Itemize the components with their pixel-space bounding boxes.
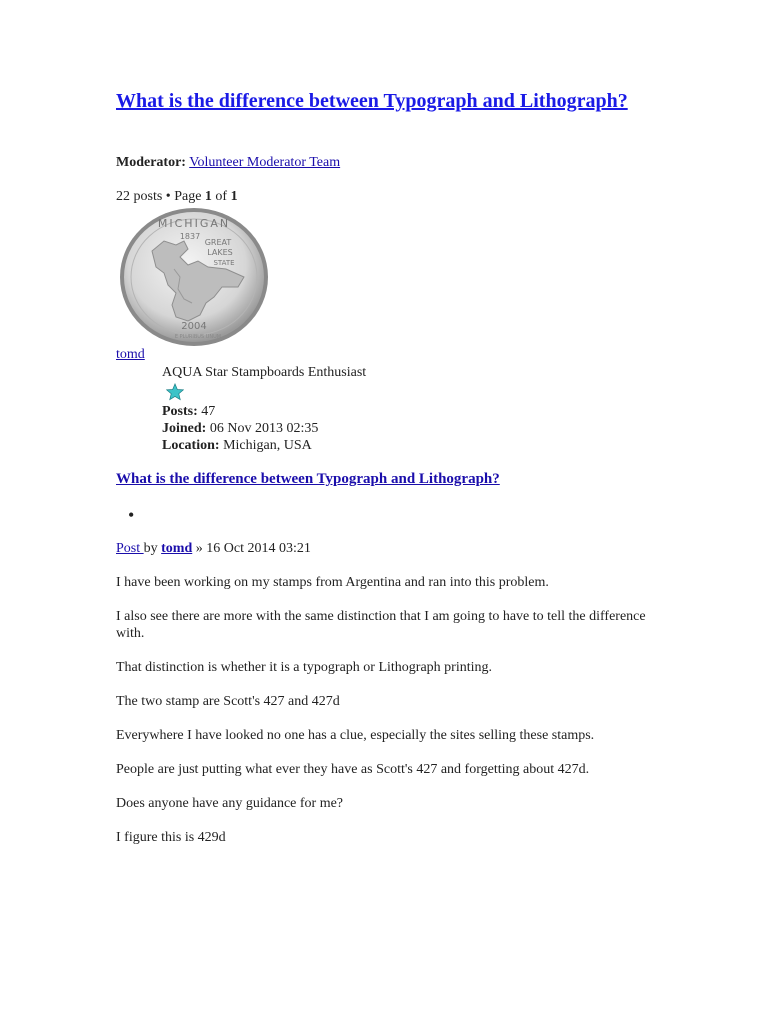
post-date: 16 Oct 2014 03:21: [206, 541, 311, 556]
page-label: Page: [174, 189, 205, 204]
post-paragraph: The two stamp are Scott's 427 and 427d: [116, 694, 340, 709]
post-meta: [116, 541, 311, 557]
page-of: of: [211, 189, 231, 204]
bullet-item: •: [128, 505, 135, 525]
coin-latin: E PLURIBUS UNUM: [174, 334, 222, 340]
coin-motto-2: LAKES: [207, 248, 233, 257]
post-paragraph: I have been working on my stamps from Argentina and ran into this problem.: [116, 575, 549, 590]
post-paragraph: I figure this is 429d: [116, 830, 226, 845]
thread-title: [116, 89, 636, 113]
page-total: 1: [230, 189, 238, 204]
coin-year-bottom: 2004: [181, 321, 207, 332]
moderator-link[interactable]: Volunteer Moderator Team: [189, 155, 341, 170]
location-label: Location:: [162, 438, 220, 453]
location-value: Michigan, USA: [223, 438, 312, 453]
post-meta-separator: »: [192, 541, 207, 556]
joined-label: Joined:: [162, 421, 207, 436]
moderator-label: Moderator:: [116, 155, 186, 170]
rank-star-icon: [166, 383, 184, 401]
post-by-label: by: [143, 541, 162, 556]
post-paragraph: People are just putting what ever they have as Scott's 427 and forgetting about 427d.: [116, 762, 590, 777]
moderator-line: [116, 155, 340, 171]
joined-value: 06 Nov 2013 02:35: [209, 421, 319, 436]
post-permalink[interactable]: Post: [116, 541, 144, 556]
post-title-link[interactable]: What is the difference between Typograph and Lithograph?: [116, 471, 500, 487]
coin-year-top: 1837: [179, 232, 201, 241]
author-location: [162, 437, 366, 454]
post-paragraph: I also see there are more with the same distinction that I am going to have to tell the difference with.: [116, 609, 646, 641]
coin-motto-1: GREAT: [204, 238, 232, 247]
coin-state-text: MICHIGAN: [157, 217, 231, 230]
posts-label: Posts:: [162, 404, 198, 419]
avatar-coin-image: [118, 207, 270, 348]
post-body: [116, 574, 646, 863]
post-paragraph: That distinction is whether it is a typograph or Lithograph printing.: [116, 660, 492, 675]
posts-count: 22 posts: [116, 189, 163, 204]
post-author-link[interactable]: tomd: [161, 541, 193, 556]
coin-motto-3: STATE: [213, 259, 235, 267]
author-username-link[interactable]: tomd: [116, 347, 145, 362]
post-paragraph: Does anyone have any guidance for me?: [116, 796, 344, 811]
author-posts: [162, 403, 366, 420]
author-profile: [162, 364, 366, 454]
posts-value: 47: [201, 404, 216, 419]
pagination: [116, 189, 238, 205]
thread-title-link[interactable]: What is the difference between Typograph and Lithograph?: [116, 90, 628, 112]
page-current: 1: [204, 189, 212, 204]
post-title: [116, 471, 500, 488]
pagination-separator: •: [162, 189, 175, 204]
author-joined: [162, 420, 366, 437]
post-paragraph: Everywhere I have looked no one has a clue, especially the sites selling these stamps.: [116, 728, 595, 743]
author-rank: AQUA Star Stampboards Enthusiast: [162, 365, 367, 380]
